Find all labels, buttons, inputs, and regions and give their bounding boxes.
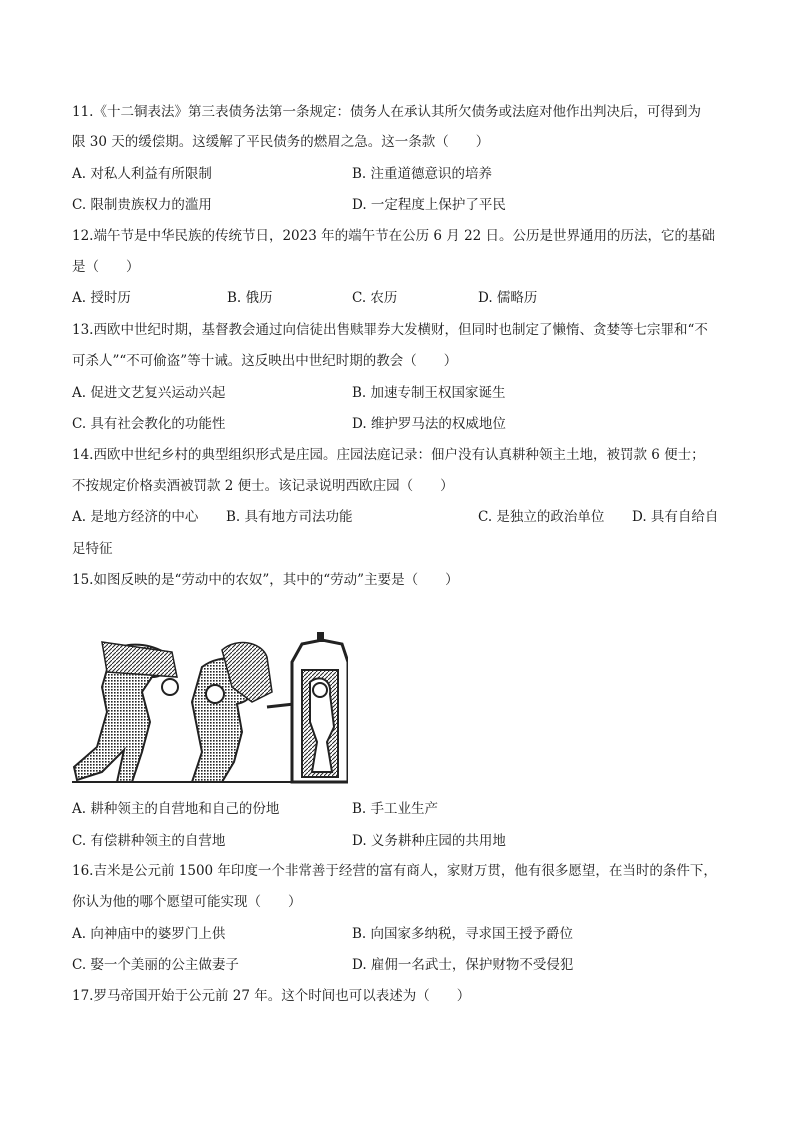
q12-stem-line-1: 12.端午节是中华民族的传统节日，2023 年的端午节在公历 6 月 22 日。公历是世界通用的历法，它的基础 (72, 228, 716, 244)
q13-stem-line-2: 可杀人”“不可偷盗”等十诫。这反映出中世纪时期的教会（ ） (72, 353, 458, 369)
q17-stem-line-1: 17.罗马帝国开始于公元前 27 年。这个时间也可以表述为（ ） (72, 988, 471, 1004)
q11-option-b[interactable]: B. 注重道德意识的培养 (352, 166, 493, 182)
q15-option-a[interactable]: A. 耕种领主的自营地和自己的份地 (72, 801, 280, 817)
q12-option-a[interactable]: A. 授时历 (72, 290, 131, 306)
q15-stem-line-1: 15.如图反映的是“劳动中的农奴”，其中的“劳动”主要是（ ） (72, 572, 459, 588)
q12-stem-line-2: 是（ ） (72, 259, 140, 275)
q14-option-a[interactable]: A. 是地方经济的中心 (72, 509, 199, 525)
serfs-labour-illustration (72, 632, 348, 787)
q12-option-c[interactable]: C. 农历 (352, 290, 398, 306)
q16-option-a[interactable]: A. 向神庙中的婆罗门上供 (72, 926, 226, 942)
q16-option-d[interactable]: D. 雇佣一名武士，保护财物不受侵犯 (352, 957, 574, 973)
q14-stem-line-2: 不按规定价格卖酒被罚款 2 便士。该记录说明西欧庄园（ ） (72, 478, 454, 494)
q16-option-c[interactable]: C. 娶一个美丽的公主做妻子 (72, 957, 239, 973)
q11-option-c[interactable]: C. 限制贵族权力的滥用 (72, 197, 212, 213)
q12-option-d[interactable]: D. 儒略历 (478, 290, 538, 306)
q13-option-a[interactable]: A. 促进文艺复兴运动兴起 (72, 385, 226, 401)
q16-option-b[interactable]: B. 向国家多纳税，寻求国王授予爵位 (352, 926, 574, 942)
q13-stem-line-1: 13.西欧中世纪时期，基督教会通过向信徒出售赎罪券大发横财，但同时也制定了懒惰、贪婪等七宗罪和“不 (72, 322, 708, 338)
q14-option-c[interactable]: C. 是独立的政治单位 (478, 509, 605, 525)
q14-stem-line-1: 14.西欧中世纪乡村的典型组织形式是庄园。庄园法庭记录：佃户没有认真耕种领主土地，被罚款 6 便士； (72, 447, 705, 463)
woodcut-image (72, 632, 348, 787)
q11-stem-line-2: 限 30 天的缓偿期。这缓解了平民债务的燃眉之急。这一条款（ ） (72, 134, 490, 150)
q14-option-b[interactable]: B. 具有地方司法功能 (226, 509, 353, 525)
q16-stem-line-2: 你认为他的哪个愿望可能实现（ ） (72, 894, 302, 910)
q15-option-b[interactable]: B. 手工业生产 (352, 801, 439, 817)
q16-stem-line-1: 16.吉米是公元前 1500 年印度一个非常善于经营的富有商人，家财万贯，他有很多愿望，在当时的条件下， (72, 863, 717, 879)
q13-option-d[interactable]: D. 维护罗马法的权威地位 (352, 416, 506, 432)
q11-option-a[interactable]: A. 对私人利益有所限制 (72, 166, 212, 182)
q14-option-d[interactable]: D. 具有自给自 (632, 509, 719, 525)
q14-option-d-wrap: 足特征 (72, 541, 113, 557)
q13-option-b[interactable]: B. 加速专制王权国家诞生 (352, 385, 506, 401)
q11-stem-line-1: 11.《十二铜表法》第三表债务法第一条规定：债务人在承认其所欠债务或法庭对他作出判决后，可得到为 (72, 104, 701, 120)
q13-option-c[interactable]: C. 具有社会教化的功能性 (72, 416, 226, 432)
q15-option-d[interactable]: D. 义务耕种庄园的共用地 (352, 833, 506, 849)
q12-option-b[interactable]: B. 俄历 (227, 290, 273, 306)
q15-option-c[interactable]: C. 有偿耕种领主的自营地 (72, 833, 226, 849)
q11-option-d[interactable]: D. 一定程度上保护了平民 (352, 197, 506, 213)
